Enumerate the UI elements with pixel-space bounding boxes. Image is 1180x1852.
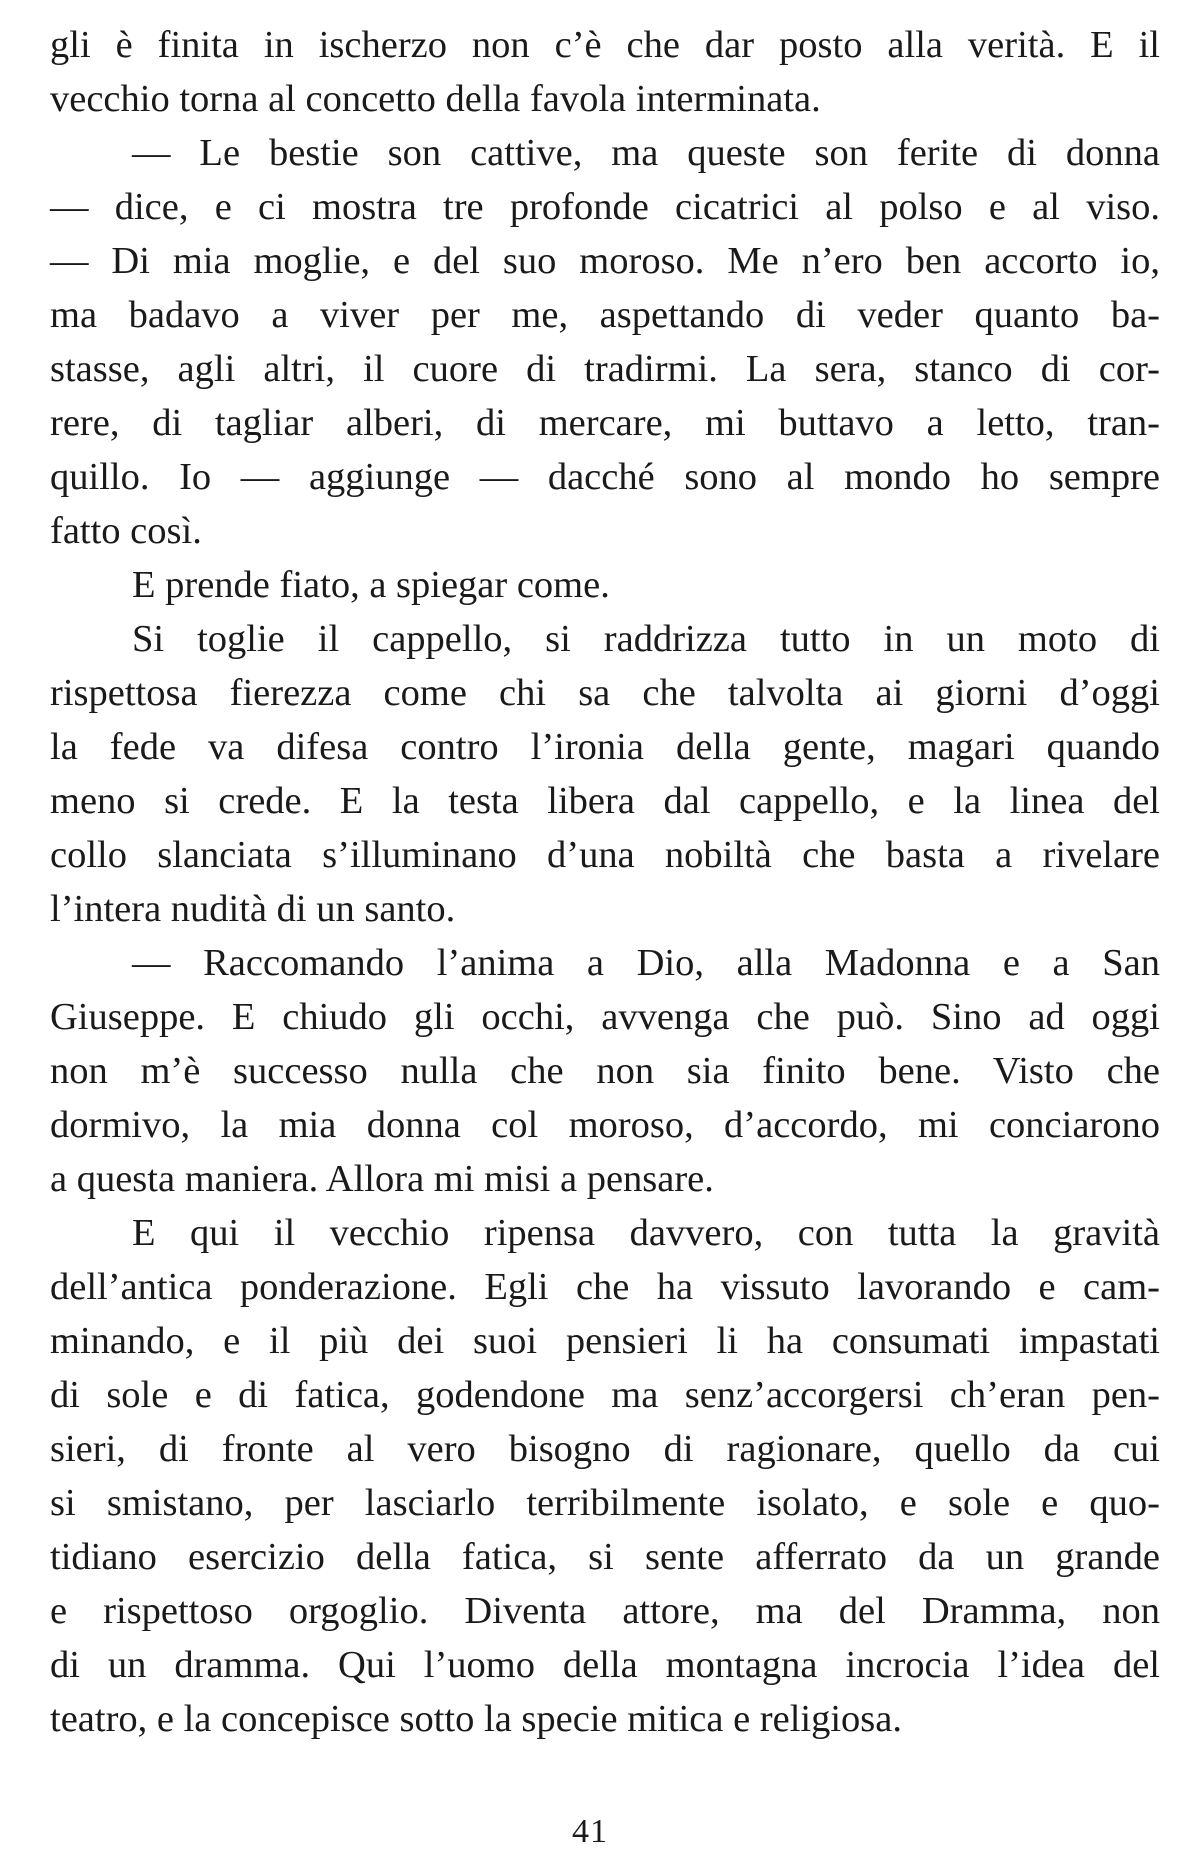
text-line: sieri, di fronte al vero bisogno di ragionare, quello da cui bbox=[50, 1428, 1160, 1470]
text-line: dormivo, la mia donna col moroso, d’accordo, mi conciarono bbox=[50, 1104, 1160, 1146]
text-line: teatro, e la concepisce sotto la specie mitica e religiosa. bbox=[50, 1698, 902, 1740]
text-line: rere, di tagliar alberi, di mercare, mi buttavo a letto, tran- bbox=[50, 402, 1160, 444]
text-line: — Raccomando l’anima a Dio, alla Madonna e a San bbox=[132, 942, 1160, 984]
text-line: quillo. Io — aggiunge — dacché sono al mondo ho sempre bbox=[50, 456, 1160, 498]
text-line: gli è finita in ischerzo non c’è che dar posto alla verità. E il bbox=[50, 24, 1160, 66]
text-line: di sole e di fatica, godendone ma senz’accorgersi ch’eran pen- bbox=[50, 1374, 1160, 1416]
text-line: Si toglie il cappello, si raddrizza tutto in un moto di bbox=[132, 618, 1160, 660]
text-line: E prende fiato, a spiegar come. bbox=[132, 564, 610, 606]
text-line: rispettosa fierezza come chi sa che talvolta ai giorni d’oggi bbox=[50, 672, 1160, 714]
text-line: minando, e il più dei suoi pensieri li ha consumati impastati bbox=[50, 1320, 1160, 1362]
text-line: — Le bestie son cattive, ma queste son ferite di donna bbox=[132, 132, 1160, 174]
text-line: fatto così. bbox=[50, 510, 202, 552]
text-line: — Di mia moglie, e del suo moroso. Me n’ero ben accorto io, bbox=[50, 240, 1160, 282]
text-line: tidiano esercizio della fatica, si sente afferrato da un grande bbox=[50, 1536, 1160, 1578]
page-number: 41 bbox=[572, 1813, 608, 1850]
text-line: e rispettoso orgoglio. Diventa attore, ma del Dramma, non bbox=[50, 1590, 1160, 1632]
text-line: ma badavo a viver per me, aspettando di veder quanto ba- bbox=[50, 294, 1160, 336]
text-line: a questa maniera. Allora mi misi a pensare. bbox=[50, 1158, 714, 1200]
text-line: — dice, e ci mostra tre profonde cicatrici al polso e al viso. bbox=[50, 186, 1160, 228]
text-line: non m’è successo nulla che non sia finito bene. Visto che bbox=[50, 1050, 1160, 1092]
text-line: collo slanciata s’illuminano d’una nobiltà che basta a rivelare bbox=[50, 834, 1160, 876]
text-line: l’intera nudità di un santo. bbox=[50, 888, 456, 930]
text-line: si smistano, per lasciarlo terribilmente isolato, e sole e quo- bbox=[50, 1482, 1160, 1524]
text-line: la fede va difesa contro l’ironia della gente, magari quando bbox=[50, 726, 1160, 768]
text-line: meno si crede. E la testa libera dal cappello, e la linea del bbox=[50, 780, 1160, 822]
text-line: Giuseppe. E chiudo gli occhi, avvenga che può. Sino ad oggi bbox=[50, 996, 1160, 1038]
text-line: E qui il vecchio ripensa davvero, con tutta la gravità bbox=[132, 1212, 1160, 1254]
text-line: di un dramma. Qui l’uomo della montagna incrocia l’idea del bbox=[50, 1644, 1160, 1686]
body-text bbox=[50, 18, 1160, 1746]
text-line: stasse, agli altri, il cuore di tradirmi. La sera, stanco di cor- bbox=[50, 348, 1160, 390]
text-line: vecchio torna al concetto della favola interminata. bbox=[50, 78, 821, 120]
text-line: dell’antica ponderazione. Egli che ha vissuto lavorando e cam- bbox=[50, 1266, 1160, 1308]
